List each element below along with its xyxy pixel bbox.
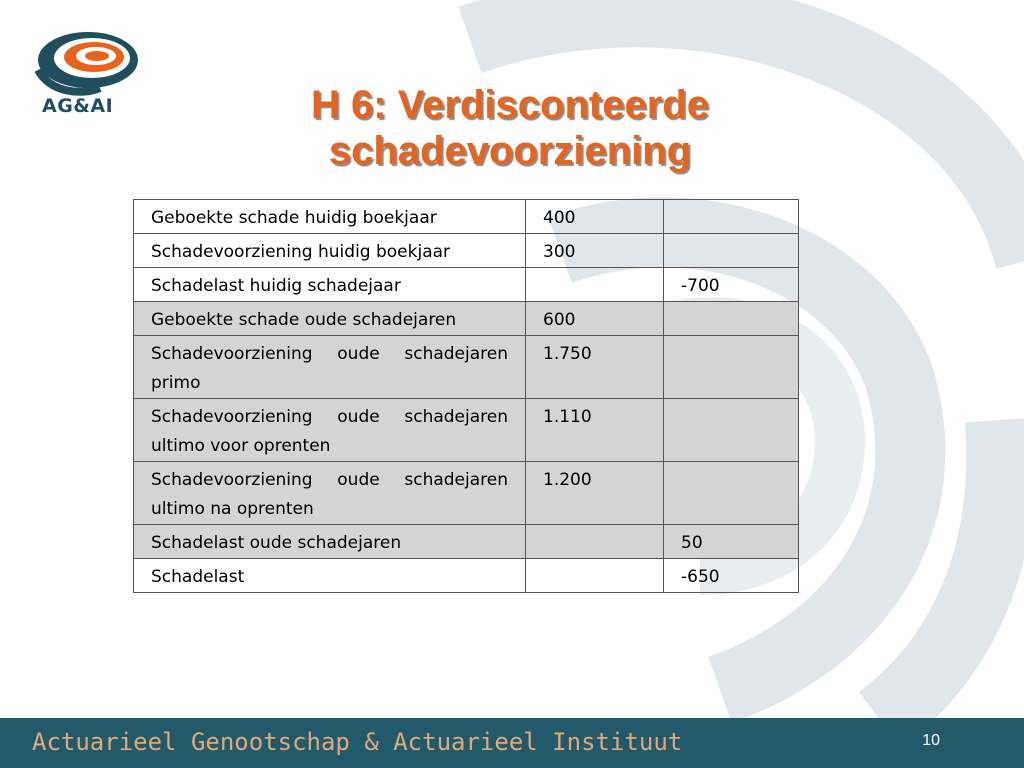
table-row <box>134 234 799 268</box>
table-row <box>134 559 799 593</box>
title-line-1: H 6: Verdisconteerde <box>311 83 709 127</box>
row-label: Schadelast oude schadejaren <box>134 525 526 559</box>
row-value-col3: -700 <box>664 268 799 302</box>
row-value-col2 <box>526 559 664 593</box>
table-row <box>134 200 799 234</box>
row-value-col3: 50 <box>664 525 799 559</box>
row-label: Schadelast <box>134 559 526 593</box>
row-value-col2: 600 <box>526 302 664 336</box>
row-value-col3 <box>664 234 799 268</box>
row-value-col2: 1.110 <box>526 399 664 462</box>
footer-bar <box>0 718 1024 768</box>
table-row <box>134 462 799 525</box>
row-value-col2: 1.750 <box>526 336 664 399</box>
row-value-col3 <box>664 399 799 462</box>
row-label: Geboekte schade oude schadejaren <box>134 302 526 336</box>
row-label: Schadelast huidig schadejaar <box>134 268 526 302</box>
row-label: Geboekte schade huidig boekjaar <box>134 200 526 234</box>
row-value-col2 <box>526 525 664 559</box>
slide-title <box>270 82 750 174</box>
title-line-2: schadevoorziening <box>328 129 692 173</box>
row-value-col2: 300 <box>526 234 664 268</box>
table-row <box>134 302 799 336</box>
row-value-col3: -650 <box>664 559 799 593</box>
row-label: Schadevoorziening oude schadejaren primo <box>134 336 526 399</box>
table-row <box>134 268 799 302</box>
row-value-col3 <box>664 462 799 525</box>
row-value-col3 <box>664 336 799 399</box>
provision-table <box>133 199 799 593</box>
footer-organization-name: Actuarieel Genootschap & Actuarieel Instituut <box>32 728 683 756</box>
row-value-col3 <box>664 302 799 336</box>
logo-text: AG&AI <box>42 95 114 117</box>
row-value-col3 <box>664 200 799 234</box>
row-value-col2 <box>526 268 664 302</box>
row-label: Schadevoorziening huidig boekjaar <box>134 234 526 268</box>
row-value-col2: 1.200 <box>526 462 664 525</box>
row-value-col2: 400 <box>526 200 664 234</box>
table-row <box>134 525 799 559</box>
page-number: 10 <box>922 732 940 749</box>
table-row <box>134 336 799 399</box>
table-row <box>134 399 799 462</box>
row-label: Schadevoorziening oude schadejaren ultimo na oprenten <box>134 462 526 525</box>
row-label: Schadevoorziening oude schadejaren ultimo voor oprenten <box>134 399 526 462</box>
